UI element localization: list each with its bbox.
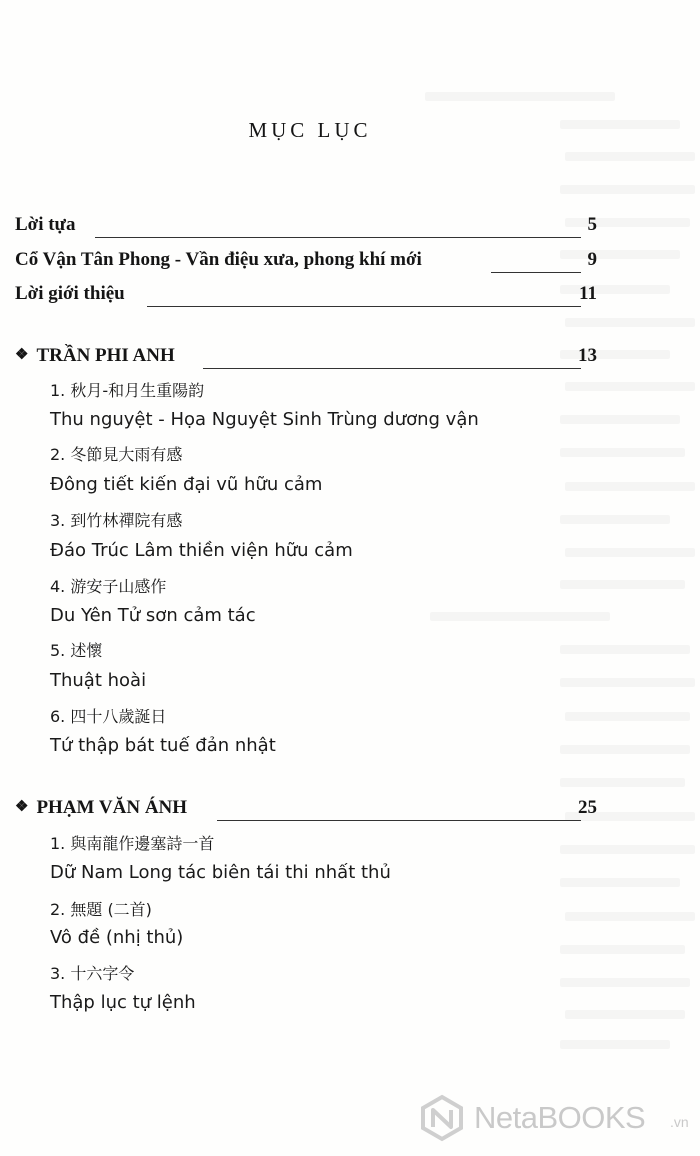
- bleed-through-line: [565, 548, 695, 557]
- watermark-suffix: .vn: [670, 1114, 689, 1130]
- poem-title-viet: Vô đề (nhị thủ): [50, 927, 184, 948]
- toc-entry-preface[interactable]: [15, 214, 597, 240]
- diamond-bullet-icon: ❖: [15, 799, 29, 815]
- toc-page-number: 11: [579, 283, 597, 304]
- author-name: TRẦN PHI ANH: [36, 345, 175, 366]
- poem-title-viet: Dữ Nam Long tác biên tái thi nhất thủ: [50, 862, 391, 883]
- poem-title-han: 3. 十六字令: [50, 964, 135, 983]
- bleed-through-line: [565, 482, 695, 491]
- bleed-through-line: [560, 515, 670, 524]
- toc-entry-introduction[interactable]: [15, 283, 597, 309]
- toc-page-number: 9: [587, 249, 597, 270]
- page-title: MỤC LỤC: [248, 118, 372, 142]
- bleed-through-line: [560, 415, 680, 424]
- dot-leader: [491, 272, 581, 273]
- toc-section-label: [15, 797, 187, 819]
- toc-page-number: 5: [587, 214, 597, 235]
- bleed-through-line: [565, 382, 695, 391]
- poem-title-han: 1. 秋月-和月生重陽韵: [50, 381, 205, 400]
- bleed-through-line: [560, 845, 695, 854]
- dot-leader: [147, 306, 581, 307]
- bleed-through-line: [430, 612, 610, 621]
- bleed-through-line: [565, 712, 690, 721]
- poem-title-han: 1. 與南龍作邊塞詩一首: [50, 834, 215, 853]
- bleed-through-line: [560, 645, 690, 654]
- poem-title-han: 4. 游安子山感作: [50, 577, 167, 596]
- poem-title-han: 2. 無題 (二首): [50, 900, 152, 919]
- poem-title-han: 5. 述懷: [50, 641, 103, 660]
- bleed-through-line: [560, 448, 685, 457]
- diamond-bullet-icon: ❖: [15, 347, 29, 363]
- bleed-through-line: [560, 745, 690, 754]
- toc-page-number: 25: [578, 797, 597, 818]
- bleed-through-line: [560, 580, 685, 589]
- toc-entry-co-van-tan-phong[interactable]: [15, 249, 597, 275]
- bleed-through-line: [425, 92, 615, 101]
- dot-leader: [203, 368, 581, 369]
- poem-title-viet: Thuật hoài: [50, 670, 147, 691]
- author-name: PHẠM VĂN ÁNH: [36, 797, 188, 818]
- toc-entry-label: Lời giới thiệu: [15, 283, 125, 304]
- bleed-through-line: [560, 878, 680, 887]
- poem-title-han: 2. 冬節見大雨有感: [50, 445, 183, 464]
- toc-section-pham-van-anh[interactable]: [15, 797, 597, 823]
- poem-title-viet: Đông tiết kiến đại vũ hữu cảm: [50, 474, 323, 495]
- poem-title-viet: Thu nguyệt - Họa Nguyệt Sinh Trùng dương vận: [50, 409, 479, 430]
- dot-leader: [217, 820, 581, 821]
- dot-leader: [95, 237, 581, 238]
- toc-entry-label: Cổ Vận Tân Phong - Vần điệu xưa, phong khí mới: [15, 249, 422, 270]
- poem-title-viet: Du Yên Tử sơn cảm tác: [50, 605, 256, 626]
- toc-page-number: 13: [578, 345, 597, 366]
- poem-title-han: 6. 四十八歲誕日: [50, 707, 167, 726]
- bleed-through-line: [560, 678, 695, 687]
- netabooks-logo-icon: [418, 1094, 466, 1142]
- watermark: [418, 1094, 694, 1144]
- bleed-through-line: [565, 912, 695, 921]
- bleed-through-line: [560, 185, 695, 194]
- bleed-through-line: [560, 978, 690, 987]
- watermark-brand: NetaBOOKS: [474, 1100, 646, 1135]
- bleed-through-line: [560, 1040, 670, 1049]
- bleed-through-line: [565, 1010, 685, 1019]
- bleed-through-line: [565, 318, 695, 327]
- poem-title-viet: Đáo Trúc Lâm thiền viện hữu cảm: [50, 540, 353, 561]
- toc-section-label: [15, 345, 175, 367]
- poem-title-viet: Tứ thập bát tuế đản nhật: [50, 735, 276, 756]
- toc-entry-label: Lời tựa: [15, 214, 76, 235]
- bleed-through-line: [560, 778, 685, 787]
- bleed-through-line: [565, 152, 695, 161]
- poem-title-viet: Thập lục tự lệnh: [50, 992, 196, 1013]
- poem-title-han: 3. 到竹林禪院有感: [50, 511, 183, 530]
- toc-section-tran-phi-anh[interactable]: [15, 345, 597, 371]
- bleed-through-line: [560, 945, 685, 954]
